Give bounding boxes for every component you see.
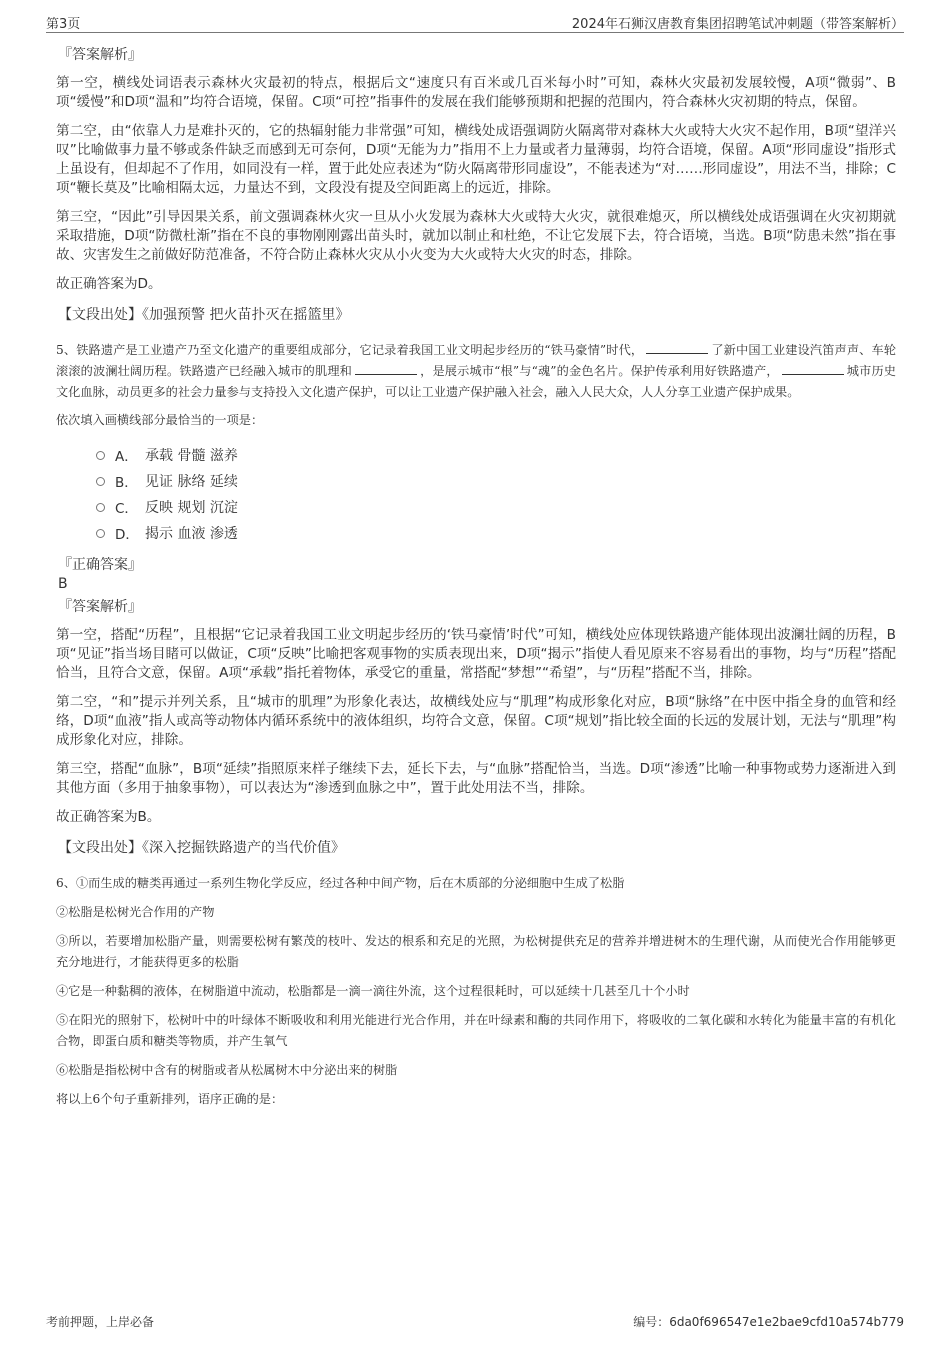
q5-option-d[interactable] <box>96 520 896 546</box>
radio-icon[interactable] <box>96 477 105 486</box>
option-text: 反映 规划 沉淀 <box>145 500 238 516</box>
q5-source: 【文段出处】《深入挖掘铁路遗产的当代价值》 <box>58 840 345 856</box>
document-title: 2024年石狮汉唐教育集团招聘笔试冲刺题（带答案解析） <box>571 17 904 32</box>
q4-analysis-p2: 第二空，由“依靠人力是难扑灭的，它的热辐射能力非常强”可知，横线处成语强调防火隔离带对森林大火或特大火灾不起作用，B项“望洋兴叹”比喻做事力量不够或条件缺乏而感到无可奈何，D项“无能为力”指用不上力量或者力量薄弱，均符合语境，保留。A项“形同虚设”指形式上虽设有，但却起不了作用，如同没有一样，置于此处应表述为“防火隔离带形同虚设”，不能表述为“对……形同虚设”，用法不当，排除；C项“鞭长莫及”比喻相隔太远，力量达不到，文段没有提及空间距离上的远近，排除。 <box>56 123 896 196</box>
q5-analysis-p2: 第二空，“和”提示并列关系，且“城市的肌理”为形象化表达，故横线处应与“肌理”构成形象化对应，B项“脉络”在中医中指全身的血管和经络，D项“血液”指人或高等动物体内循环系统中的液体组织，均符合文意，保留。C项“规划”指比较全面的长远的发展计划，无法与“肌理”构成形象化对应，排除。 <box>56 694 896 748</box>
q4-analysis-tag: 『答案解析』 <box>58 47 142 63</box>
footer-code-value: 6da0f696547e1e2bae9cfd10a574b779 <box>669 1315 904 1329</box>
q5-answer-value: B <box>58 576 68 592</box>
q6-sentence-4: ④它是一种黏稠的液体，在树脂道中流动，松脂都是一滴一滴往外流，这个过程很耗时，可以延续十几甚至几十个小时 <box>56 984 690 998</box>
document-body <box>56 44 896 1118</box>
q5-conclusion: 故正确答案为B。 <box>56 809 161 825</box>
q6-sentence-1: 6、①而生成的糖类再通过一系列生物化学反应，经过各种中间产物，后在木质部的分泌细胞中生成了松脂 <box>56 876 625 890</box>
q5-prompt: 依次填入画横线部分最恰当的一项是： <box>56 413 264 427</box>
q4-analysis-p1: 第一空，横线处词语表示森林火灾最初的特点，根据后文“速度只有百米或几百米每小时”可知，森林火灾最初发展较慢，A项“微弱”、B项“缓慢”和D项“温和”均符合语境，保留。C项“可控”指事件的发展在我们能够预期和把握的范围内，符合森林火灾初期的特点，保留。 <box>56 75 896 110</box>
option-letter: C． <box>115 501 138 517</box>
q6-sentence-2: ②松脂是松树光合作用的产物 <box>56 905 215 919</box>
page-number: 第3页 <box>46 17 81 32</box>
radio-icon[interactable] <box>96 451 105 460</box>
option-text: 揭示 血液 渗透 <box>145 526 238 542</box>
footer-code <box>633 1313 904 1330</box>
option-text: 承载 骨髓 滋养 <box>145 448 238 464</box>
footer-slogan: 考前押题，上岸必备 <box>46 1315 155 1329</box>
option-text: 见证 脉络 延续 <box>145 474 238 490</box>
q4-conclusion: 故正确答案为D。 <box>56 276 162 292</box>
q5-option-b[interactable] <box>96 468 896 494</box>
q5-stem-part-2: 了新中国工业建设汽笛声声、车轮滚滚的波澜壮阔历程。铁路遗产已经融入城市的肌理和 <box>56 343 897 378</box>
q5-stem-part-4: 城市历史文化血脉，动员更多的社会力量参与支持投入文化遗产保护，可以让工业遗产保护融入社会，融入人民大众，人人分享工业遗产保护成果。 <box>56 364 896 399</box>
q5-stem-part-1: 5、铁路遗产是工业遗产乃至文化遗产的重要组成部分，它记录着我国工业文明起步经历的“铁马豪情”时代， <box>56 343 644 357</box>
q5-analysis-tag: 『答案解析』 <box>58 599 142 615</box>
q4-analysis-p3: 第三空，“因此”引导因果关系，前文强调森林火灾一旦从小火发展为森林大火或特大火灾，就很难熄灭，所以横线处成语强调在火灾初期就采取措施，D项“防微杜渐”指在不良的事物刚刚露出苗头时，就加以制止和杜绝，不让它发展下去，符合语境，当选。B项“防患未然”指在事故、灾害发生之前做好防范准备，不符合防止森林火灾从小火变为大火或特大火灾的时态，排除。 <box>56 209 896 263</box>
q5-option-a[interactable] <box>96 442 896 468</box>
q5-option-c[interactable] <box>96 494 896 520</box>
option-letter: A． <box>115 449 138 465</box>
option-letter: D． <box>115 527 139 543</box>
q6-sentence-5: ⑤在阳光的照射下，松树叶中的叶绿体不断吸收和利用光能进行光合作用，并在叶绿素和酶的共同作用下，将吸收的二氧化碳和水转化为能量丰富的有机化合物，即蛋白质和糖类等物质，并产生氧气 <box>56 1013 896 1048</box>
q6-sentence-3: ③所以，若要增加松脂产量，则需要松树有繁茂的枝叶、发达的根系和充足的光照，为松树提供充足的营养并增进树木的生理代谢，从而使光合作用能够更充分地进行，才能获得更多的松脂 <box>56 934 896 969</box>
q5-answer-tag: 『正确答案』 <box>58 557 142 573</box>
q5-blank-2 <box>355 362 417 375</box>
q5-blank-3 <box>782 362 844 375</box>
footer-code-label: 编号： <box>633 1315 670 1329</box>
q6-prompt: 将以上6个句子重新排列，语序正确的是： <box>56 1092 284 1106</box>
q5-stem-part-3: ，是展示城市“根”与“魂”的金色名片。保护传承利用好铁路遗产， <box>420 364 779 378</box>
q5-stem <box>56 340 896 403</box>
radio-icon[interactable] <box>96 503 105 512</box>
page-header <box>46 8 904 33</box>
q5-options <box>96 442 896 546</box>
option-letter: B． <box>115 475 138 491</box>
q6-sentence-6: ⑥松脂是指松树中含有的树脂或者从松属树木中分泌出来的树脂 <box>56 1063 398 1077</box>
q5-blank-1 <box>646 341 708 354</box>
radio-icon[interactable] <box>96 529 105 538</box>
q5-analysis-p3: 第三空，搭配“血脉”，B项“延续”指照原来样子继续下去，延长下去，与“血脉”搭配恰当，当选。D项“渗透”比喻一种事物或势力逐渐进入到其他方面（多用于抽象事物），可以表达为“渗透到血脉之中”，置于此处用法不当，排除。 <box>56 761 896 796</box>
q5-analysis-p1: 第一空，搭配“历程”，且根据“它记录着我国工业文明起步经历的‘铁马豪情’时代”可知，横线处应体现铁路遗产能体现出波澜壮阔的历程，B项“见证”指当场目睹可以做证，C项“反映”比喻把客观事物的实质表现出来，D项“揭示”指使人看见原来不容易看出的事物，均与“历程”搭配恰当，且符合文意，保留。A项“承载”指托着物体，承受它的重量，常搭配“梦想”“希望”，与“历程”搭配不当，排除。 <box>56 627 896 681</box>
q4-source: 【文段出处】《加强预警 把火苗扑灭在摇篮里》 <box>58 307 350 323</box>
